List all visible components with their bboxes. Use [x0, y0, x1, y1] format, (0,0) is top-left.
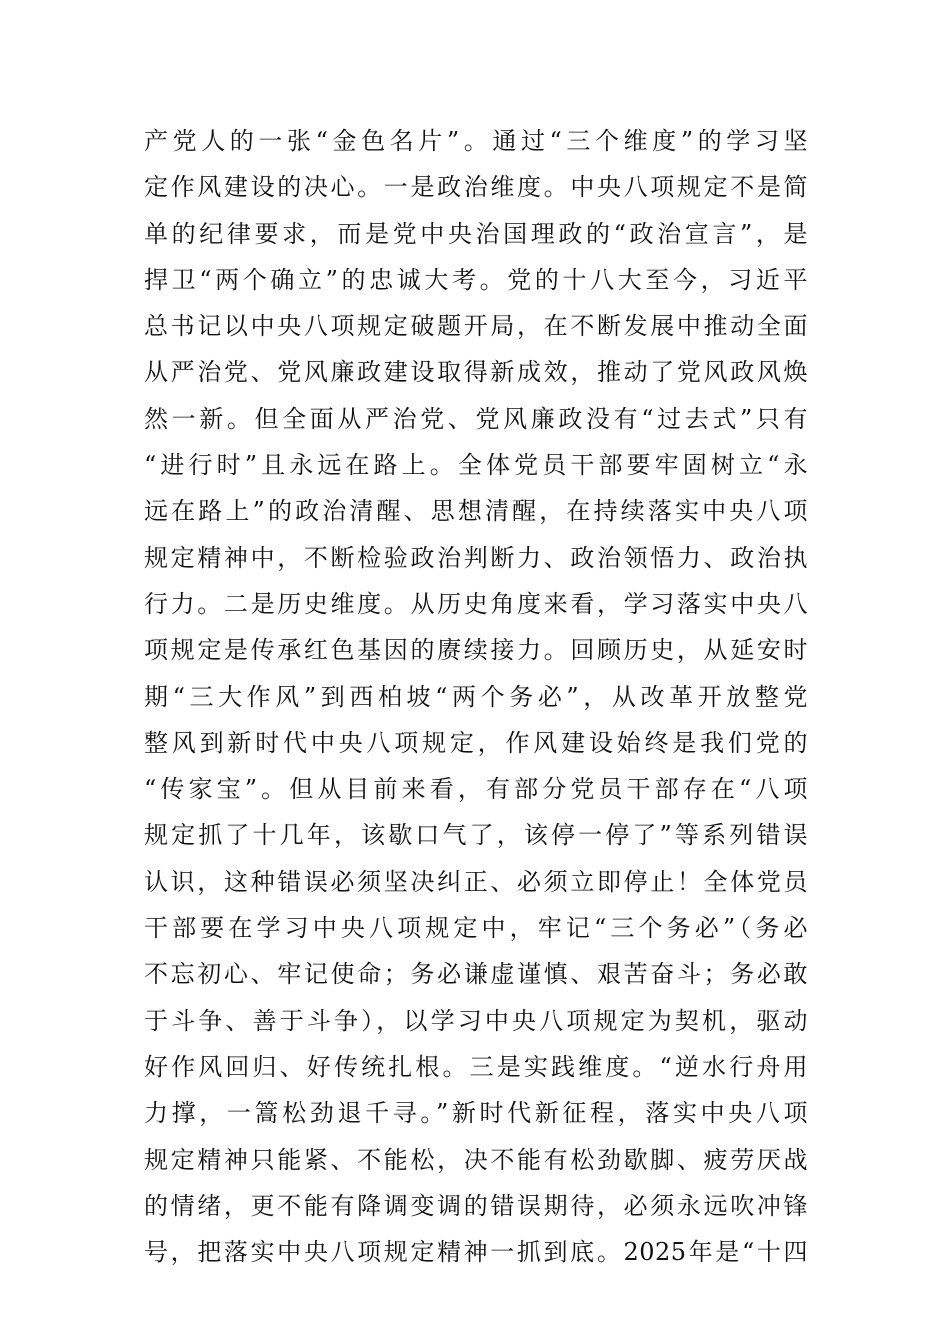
text-line: “传家宝”。但从目前来看，有部分党员干部存在“八项	[144, 775, 808, 804]
text-line: 产党人的一张“金色名片”。通过“三个维度”的学习坚	[144, 127, 808, 155]
text-line: 然一新。但全面从严治党、党风廉政没有“过去式”只有	[144, 404, 808, 433]
text-line: 于斗争、善于斗争），以学习中央八项规定为契机，驱动	[144, 1006, 808, 1035]
text-line: 远在路上”的政治清醒、思想清醒，在持续落实中央八项	[144, 497, 808, 526]
text-line: 好作风回归、好传统扎根。三是实践维度。“逆水行舟用	[144, 1052, 808, 1081]
text-line: 规定精神只能紧、不能松，决不能有松劲歇脚、疲劳厌战	[144, 1145, 808, 1174]
text-line: 从严治党、党风廉政建设取得新成效，推动了党风政风焕	[144, 358, 808, 387]
text-line: 行力。二是历史维度。从历史角度来看，学习落实中央八	[144, 589, 808, 618]
text-line: 认识，这种错误必须坚决纠正、必须立即停止！全体党员	[144, 867, 808, 896]
text-line: 不忘初心、牢记使命；务必谦虚谨慎、艰苦奋斗；务必敢	[144, 960, 808, 989]
text-line: 规定抓了十几年，该歇口气了，该停一停了”等系列错误	[144, 821, 808, 850]
text-line: 规定精神中，不断检验政治判断力、政治领悟力、政治执	[144, 543, 808, 572]
text-line: 捍卫“两个确立”的忠诚大考。党的十八大至今，习近平	[144, 265, 808, 294]
body-paragraph	[144, 118, 808, 1275]
text-line: 单的纪律要求，而是党中央治国理政的“政治宣言”，是	[144, 219, 808, 248]
text-line: 总书记以中央八项规定破题开局，在不断发展中推动全面	[144, 312, 808, 341]
text-line: 的情绪，更不能有降调变调的错误期待，必须永远吹冲锋	[144, 1191, 808, 1220]
text-line: 定作风建设的决心。一是政治维度。中央八项规定不是简	[144, 173, 808, 202]
text-line: 力撑，一篙松劲退千寻。”新时代新征程，落实中央八项	[144, 1099, 808, 1128]
text-line: 期“三大作风”到西柏坡“两个务必”，从改革开放整党	[144, 682, 808, 711]
text-line: 项规定是传承红色基因的赓续接力。回顾历史，从延安时	[144, 636, 808, 665]
text-line: 整风到新时代中央八项规定，作风建设始终是我们党的	[144, 728, 808, 757]
text-line: 干部要在学习中央八项规定中，牢记“三个务必”（务必	[144, 914, 808, 943]
text-line: 号，把落实中央八项规定精神一抓到底。2025年是“十四	[144, 1238, 808, 1267]
text-line: “进行时”且永远在路上。全体党员干部要牢固树立“永	[144, 451, 808, 480]
